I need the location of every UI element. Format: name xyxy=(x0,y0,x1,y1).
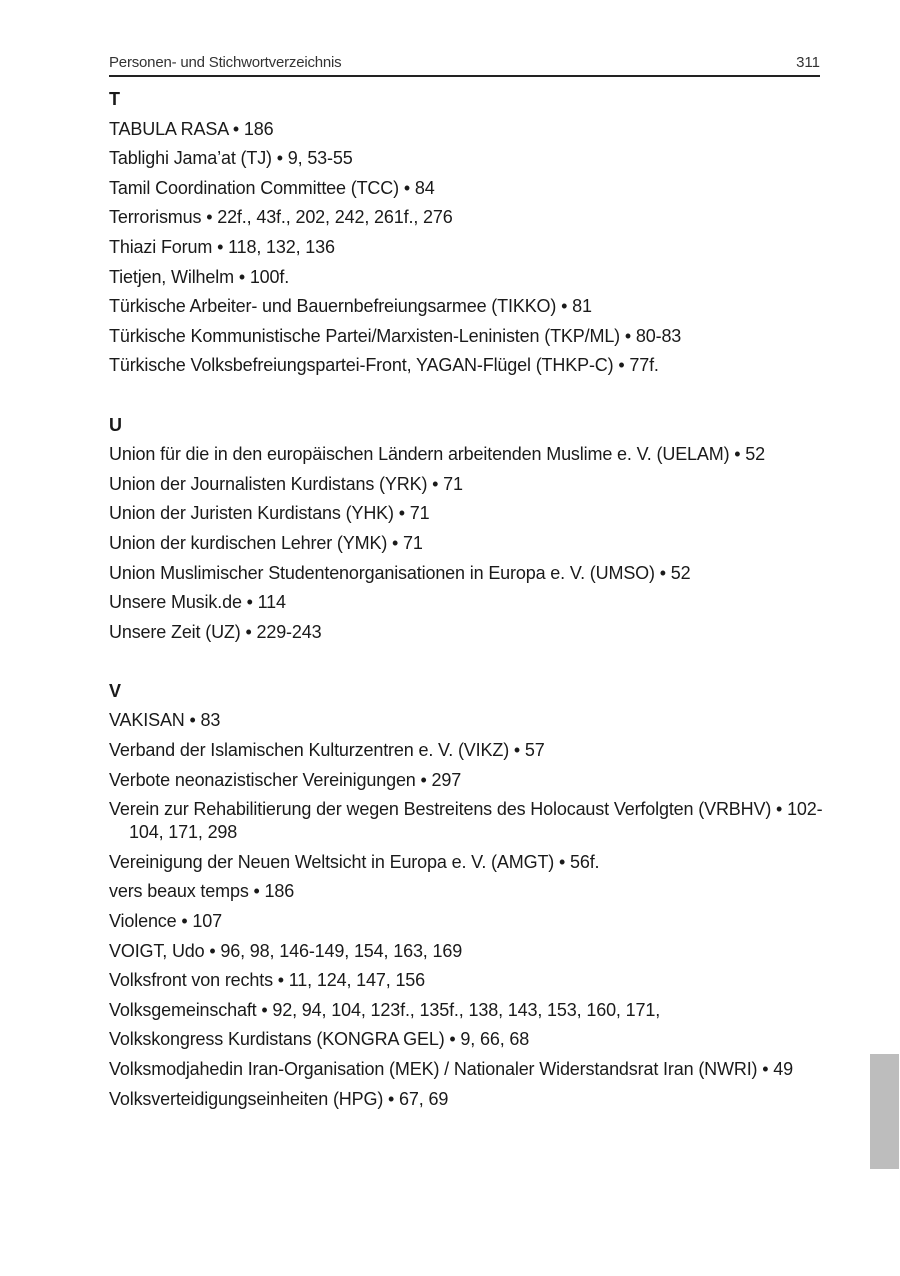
index-entry: Volksgemeinschaft • 92, 94, 104, 123f., 135f., 138, 143, 153, 160, 171, xyxy=(109,999,661,1020)
index-content xyxy=(109,88,825,1117)
index-entry: Union der Juristen Kurdistans (YHK) • 71 xyxy=(109,503,430,524)
index-entry: Türkische Arbeiter- und Bauernbefreiungsarmee (TIKKO) • 81 xyxy=(109,296,592,317)
index-entry: Tamil Coordination Committee (TCC) • 84 xyxy=(109,177,435,198)
index-entry: VAKISAN • 83 xyxy=(109,710,221,731)
index-entry: Thiazi Forum • 118, 132, 136 xyxy=(109,236,335,257)
section-letter-heading: V xyxy=(109,680,122,701)
index-entry: VOIGT, Udo • 96, 98, 146-149, 154, 163, 169 xyxy=(109,940,463,961)
index-entry: Terrorismus • 22f., 43f., 202, 242, 261f., 276 xyxy=(109,207,453,228)
index-section-t xyxy=(109,88,825,384)
index-entry: Volksverteidigungseinheiten (HPG) • 67, 69 xyxy=(109,1088,449,1109)
index-entry: Volkskongress Kurdistans (KONGRA GEL) • 9, 66, 68 xyxy=(109,1029,530,1050)
index-entry: TABULA RASA • 186 xyxy=(109,118,274,139)
index-entry: Tablighi Jama’at (TJ) • 9, 53-55 xyxy=(109,148,353,169)
running-header xyxy=(109,53,820,77)
index-entry: Volksfront von rechts • 11, 124, 147, 156 xyxy=(109,970,426,991)
index-entry: Unsere Zeit (UZ) • 229-243 xyxy=(109,621,322,642)
section-letter-heading: U xyxy=(109,414,122,435)
page-number: 311 xyxy=(796,54,820,71)
index-entry: vers beaux temps • 186 xyxy=(109,881,295,902)
index-entry: Tietjen, Wilhelm • 100f. xyxy=(109,266,290,287)
index-entry: Verband der Islamischen Kulturzentren e. V. (VIKZ) • 57 xyxy=(109,740,545,761)
index-entry: Volksmodjahedin Iran-Organisation (MEK) / Nationaler Widerstandsrat Iran (NWRI) • 49 xyxy=(109,1059,793,1079)
index-entry: Verbote neonazistischer Vereinigungen • 297 xyxy=(109,769,462,790)
index-entry: Union Muslimischer Studentenorganisationen in Europa e. V. (UMSO) • 52 xyxy=(109,562,691,583)
index-entry: Violence • 107 xyxy=(109,911,222,932)
index-entry: Union der kurdischen Lehrer (YMK) • 71 xyxy=(109,532,423,553)
index-entry: Union der Journalisten Kurdistans (YRK) • 71 xyxy=(109,473,463,494)
index-entry: Unsere Musik.de • 114 xyxy=(109,592,286,613)
running-header-title: Personen- und Stichwortverzeichnis xyxy=(109,54,342,71)
thumb-index-tab xyxy=(870,1054,899,1169)
index-entry: Türkische Kommunistische Partei/Marxisten-Leninisten (TKP/ML) • 80-83 xyxy=(109,325,682,346)
index-section-v xyxy=(109,680,825,1117)
index-entry: Union für die in den europäischen Ländern arbeitenden Muslime e. V. (UELAM) • 52 xyxy=(109,444,766,465)
index-entry: Türkische Volksbefreiungspartei-Front, YAGAN-Flügel (THKP-C) • 77f. xyxy=(109,355,659,376)
index-entry: Vereinigung der Neuen Weltsicht in Europa e. V. (AMGT) • 56f. xyxy=(109,851,600,872)
index-section-u xyxy=(109,414,825,651)
section-letter-heading: T xyxy=(109,89,120,109)
index-entry: Verein zur Rehabilitierung der wegen Bestreitens des Holocaust Verfolgten (VRBHV) • 102-104, 171, 298 xyxy=(109,799,823,843)
